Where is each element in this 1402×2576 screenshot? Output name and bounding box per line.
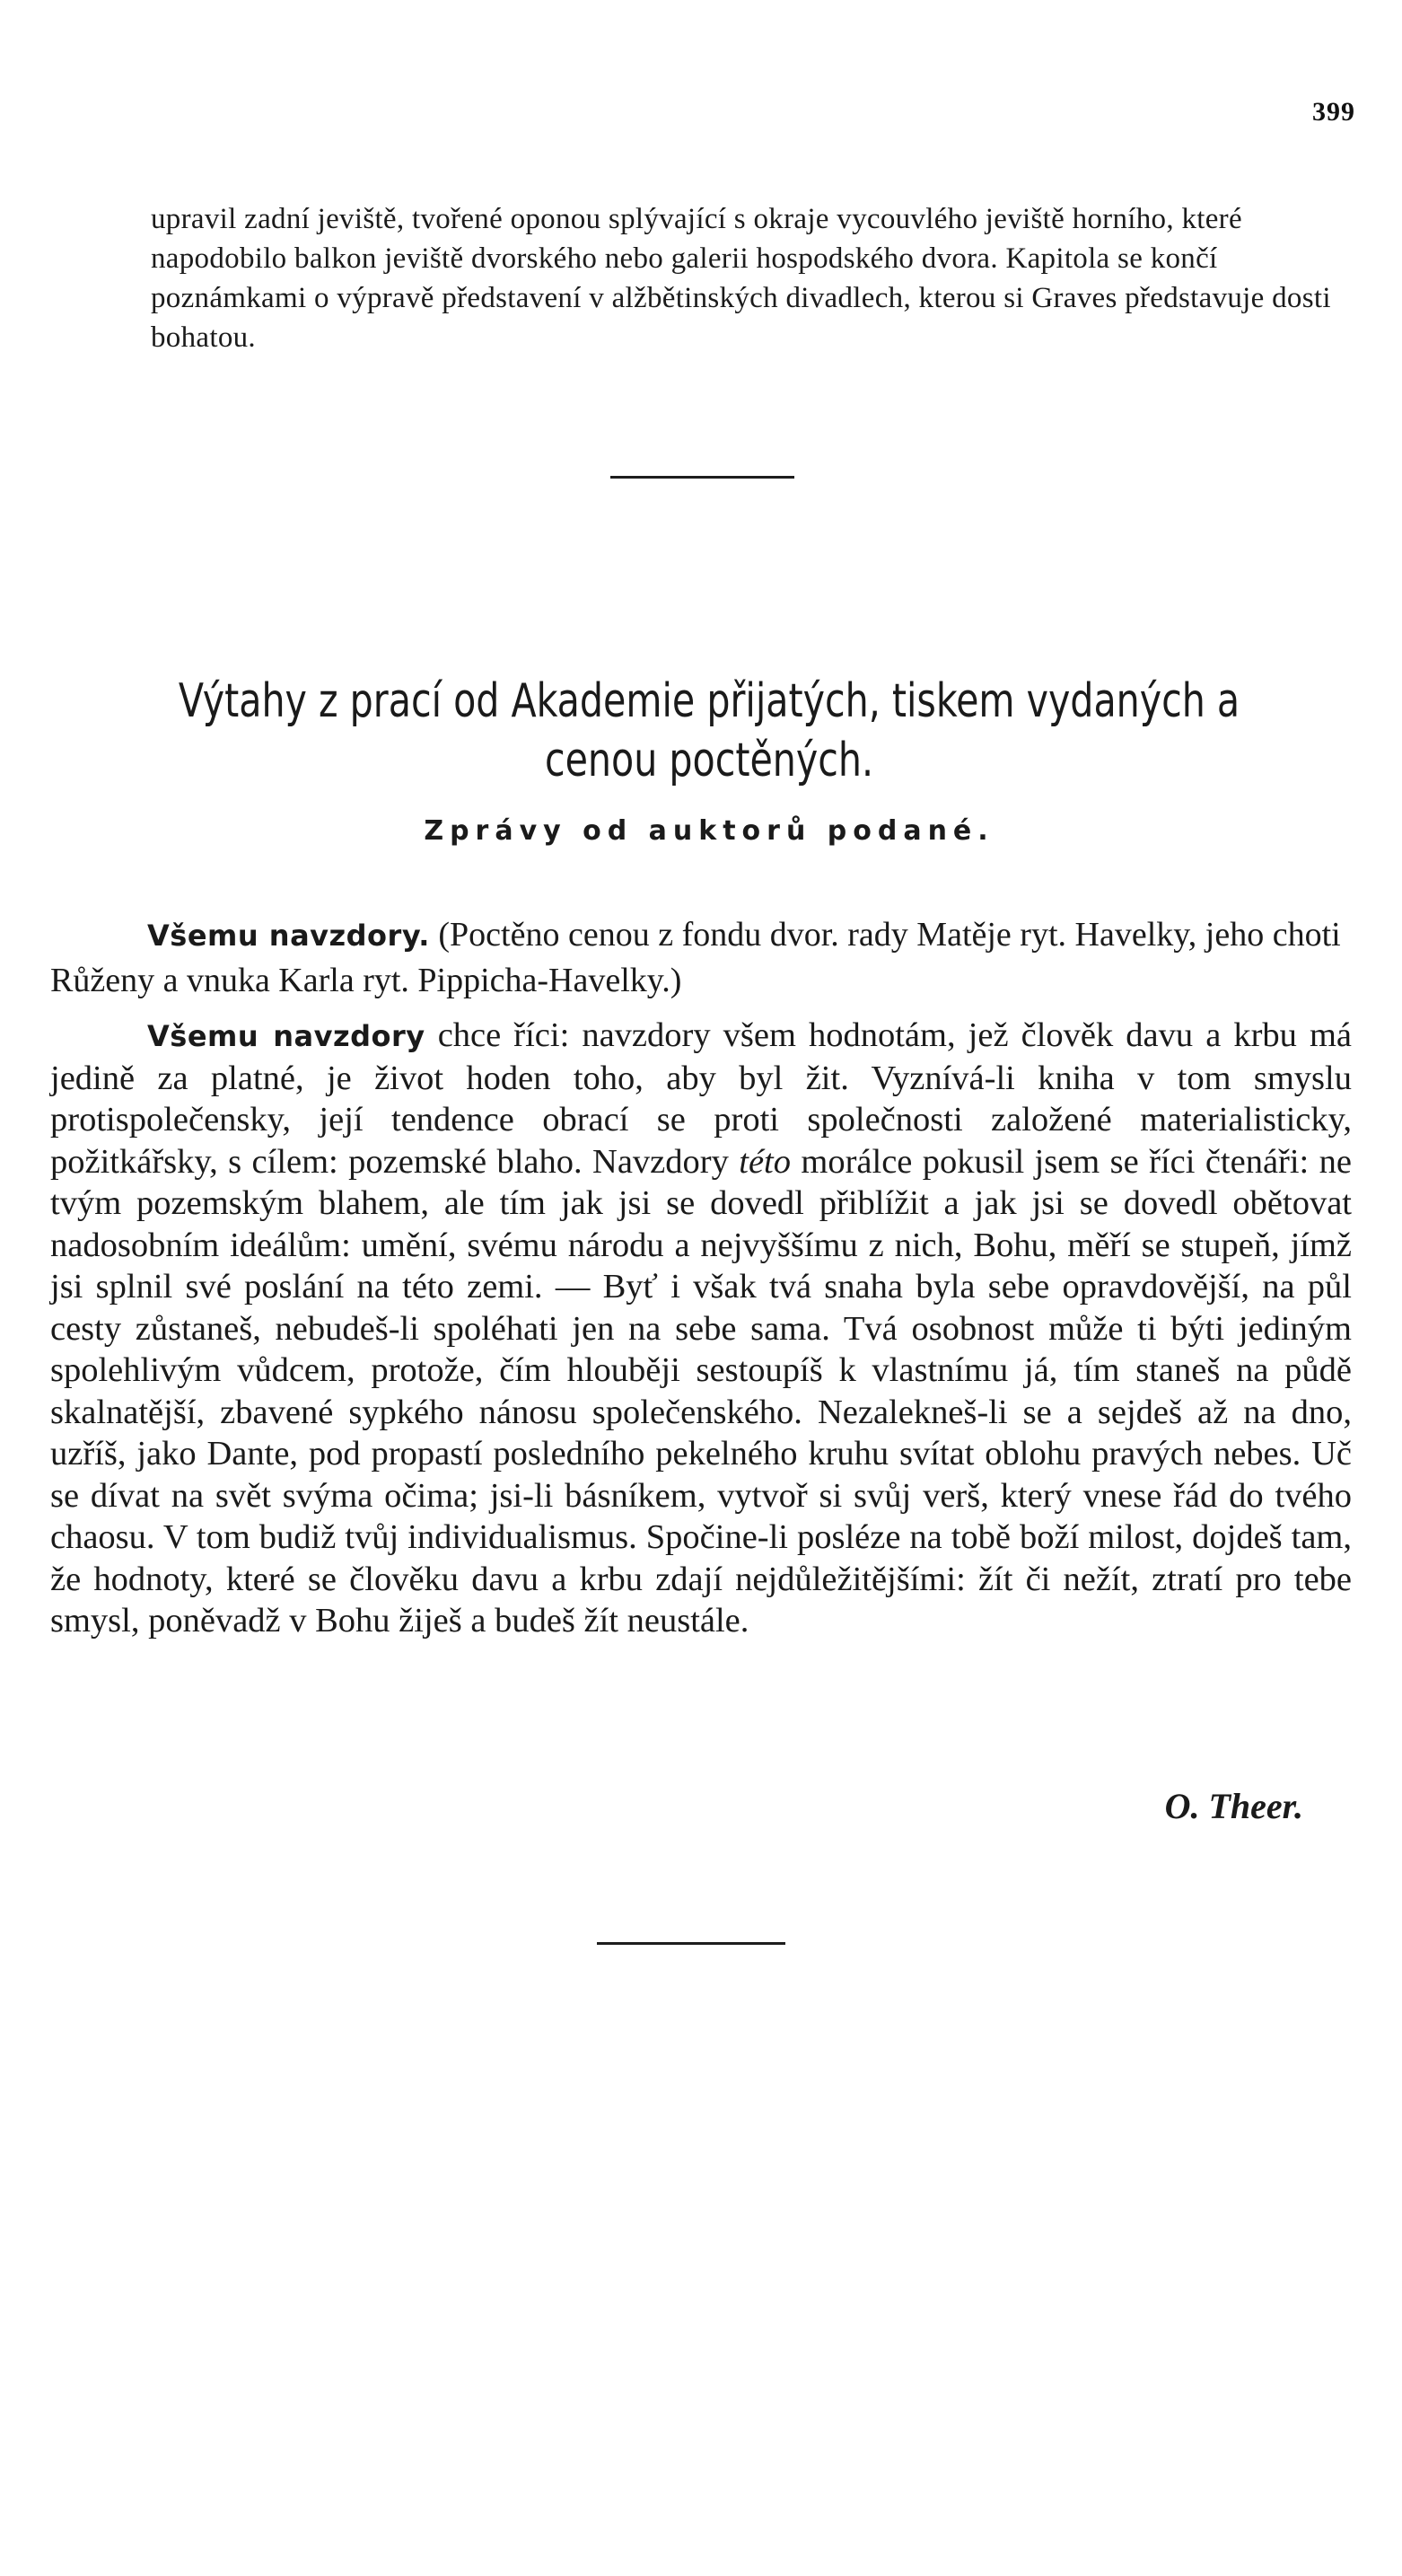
entry-title: Všemu navzdory. — [147, 919, 430, 953]
entry-body-part-2: morálce pokusil jsem se říci čtenáři: ne tvým pozemským blahem, ale tím jak jsi se dovedl přiblížit a jak jsi se dovedl obětovat nadosobním ideálům: umění, svému národu a nejvyššímu z nich, Bohu, měří se stupeň, jímž jsi splnil své poslání na této zemi. — Byť i však tvá snaha byla sebe opravdovější, na půl cesty zůstaneš, nebudeš-li spoléhati jen na sebe sama. Tvá osobnost může ti býti jediným spolehlivým vůdcem, protože, čím hlouběji sestoupíš k vlastnímu já, tím staneš na půdě skalnatější, zbavené sypkého nánosu společenského. Nezalekneš-li se a sejdeš až na dno, uzříš, jako Dante, pod propastí posledního pekelného kruhu svítat oblohu pravých nebes. Uč se dívat na svět svýma očima; jsi-li básníkem, vytvoř si svůj verš, který vnese řád do tvého chaosu. V tom budiž tvůj individualismus. Spočine-li posléze na tobě boží milost, dojdeš tam, že hodnoty, které se člověku davu a krbu zdají nejdůležitějšími: žít či nežít, ztratí pro tebe smysl, poněvadž v Bohu žiješ a budeš žít neustále. — [50, 1142, 1352, 1640]
entry-award-note: (Poctěno cenou z fondu dvor. rady Matěje ryt. Havelky, jeho choti Růženy a vnuka Karla ryt. Pippicha-Havelky.) — [50, 916, 1341, 999]
entry-heading — [50, 912, 1352, 1003]
entry-body-emphasis: této — [739, 1142, 791, 1181]
end-divider — [597, 1942, 785, 1945]
entry-body — [50, 1015, 1352, 1642]
section-divider — [610, 476, 794, 479]
continued-paragraph: upravil zadní jeviště, tvořené oponou splývající s okraje vycouvlého jeviště horního, které napodobilo balkon jeviště dvorského nebo galerii hospodského dvora. Kapitola se končí poznámkami o výpravě představení v alžbětinských divadlech, kterou si Graves představuje dosti bohatou. — [151, 203, 1331, 354]
entry-body-lead: Všemu navzdory — [147, 1019, 425, 1053]
section-subtitle: Zprávy od auktorů podané. — [424, 815, 995, 847]
section-title: Výtahy z prací od Akademie přijatých, tiskem vydaných a cenou poctěných. — [178, 674, 1240, 787]
page-number: 399 — [1312, 97, 1355, 127]
author-signature: O. Theer. — [1164, 1786, 1303, 1826]
entry-body-part-1: chce říci: navzdory všem hodnotám, jež člověk davu a krbu má jedině za platné, je život hoden toho, aby byl žit. Vyznívá-li kniha v tom smyslu protispolečensky, její tendence obrací se proti společnosti založené materialisticky, požitkářsky, s cílem: pozemské blaho. Navzdory — [50, 1016, 1353, 1181]
